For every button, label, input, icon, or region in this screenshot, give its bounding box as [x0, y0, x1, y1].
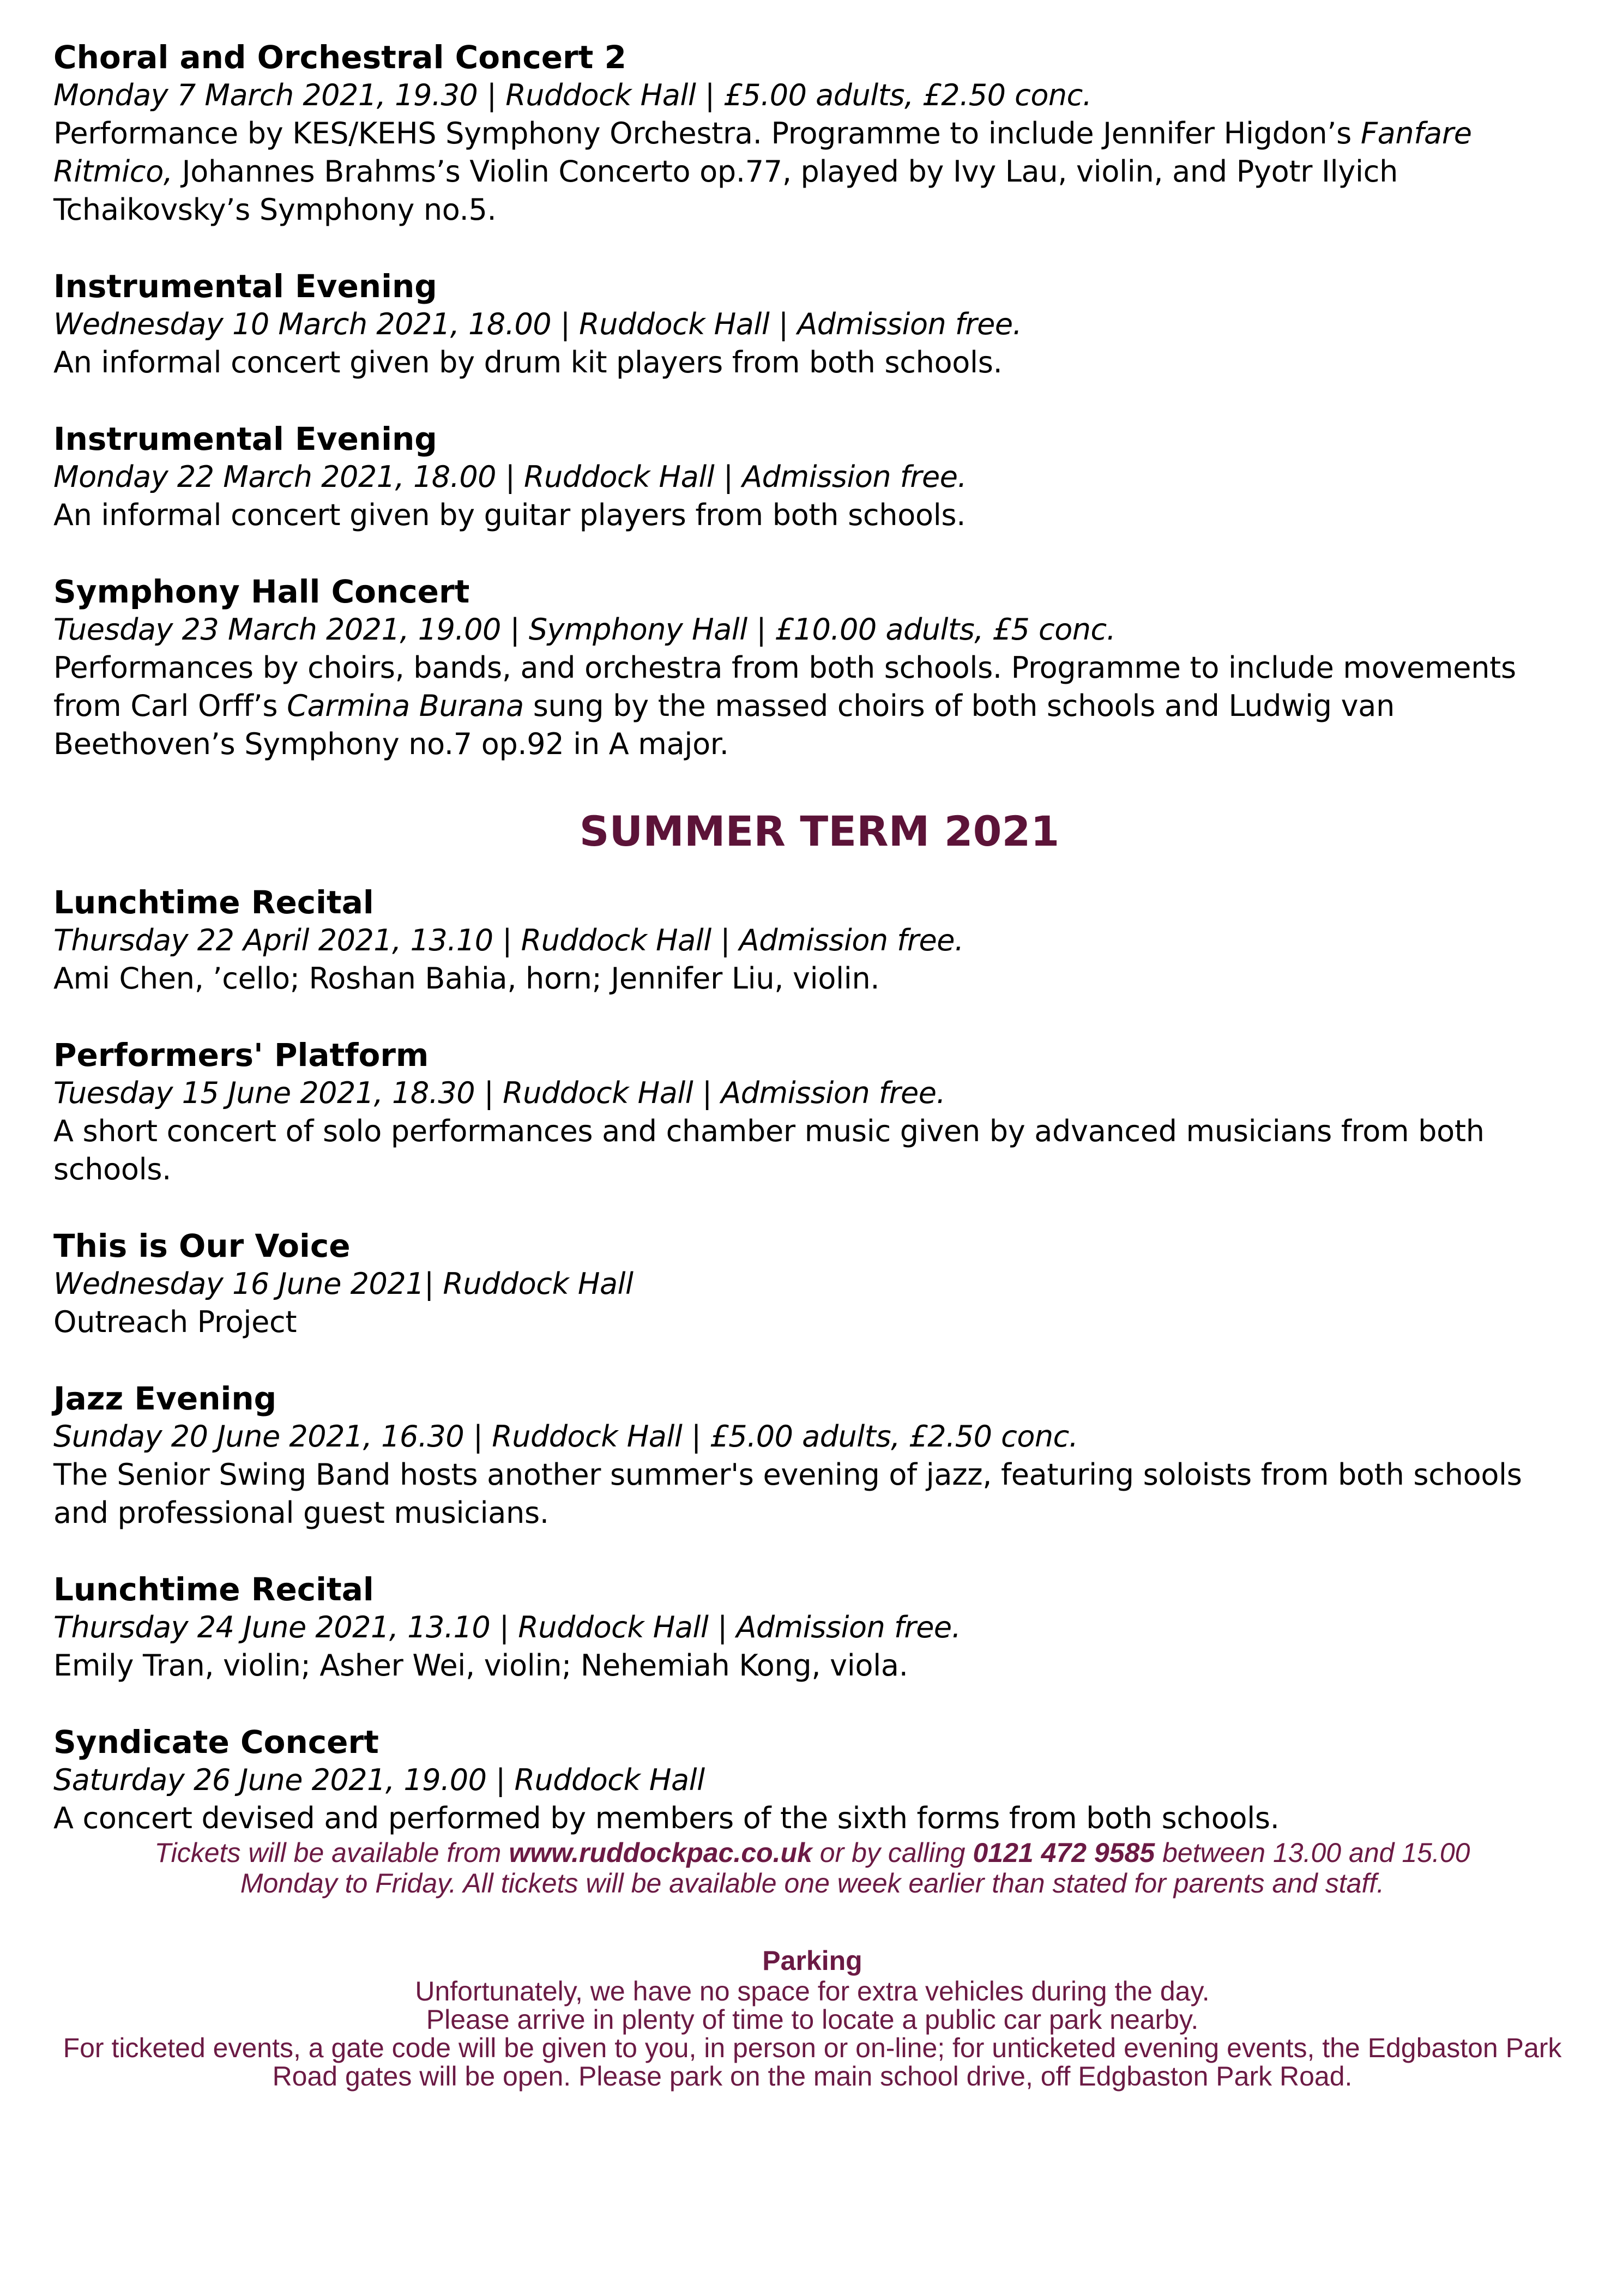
event-entry	[53, 883, 1585, 998]
event-details: Thursday 24 June 2021, 13.10 | Ruddock Hall | Admission free.	[53, 1610, 961, 1644]
description-text: Johannes Brahms’s Violin Concerto op.77, played by Ivy Lau, violin, and Pyotr Ilyich Tchaikovsky’s Symphony no.5.	[53, 154, 1398, 227]
event-entry	[53, 1379, 1585, 1532]
event-title: Instrumental Evening	[53, 268, 437, 305]
description-text: The Senior Swing Band hosts another summer's evening of jazz, featuring soloists from both schools and professional guest musicians.	[53, 1457, 1522, 1530]
parking-line: Please arrive in plenty of time to locate a public car park nearby.	[426, 2004, 1199, 2035]
tickets-phone: 0121 472 9585	[973, 1837, 1155, 1868]
description-text: A short concert of solo performances and chamber music given by advanced musicians from both schools.	[53, 1114, 1485, 1186]
description-text: Ami Chen, ’cello; Roshan Bahia, horn; Jennifer Liu, violin.	[53, 961, 880, 996]
event-description	[53, 1303, 1585, 1341]
event-description	[53, 344, 1585, 382]
event-description	[53, 115, 1585, 229]
description-text: An informal concert given by guitar players from both schools.	[53, 498, 966, 532]
tickets-middle: or by calling	[812, 1837, 973, 1868]
document-page	[53, 38, 1585, 1876]
event-details: Monday 22 March 2021, 18.00 | Ruddock Hall | Admission free.	[53, 460, 967, 494]
description-text: An informal concert given by drum kit players from both schools.	[53, 345, 1003, 379]
parking-title: Parking	[762, 1945, 862, 1976]
event-title: Choral and Orchestral Concert 2	[53, 39, 626, 76]
event-description	[53, 960, 1585, 998]
work-title: Fanfare Ritmico,	[53, 116, 1472, 189]
tickets-prefix: Tickets will be available from	[154, 1837, 509, 1868]
event-details: Saturday 26 June 2021, 19.00 | Ruddock Hall	[53, 1763, 705, 1797]
event-details: Monday 7 March 2021, 19.30 | Ruddock Hall | £5.00 adults, £2.50 conc.	[53, 78, 1092, 112]
description-text: A concert devised and performed by members of the sixth forms from both schools.	[53, 1801, 1280, 1835]
tickets-info	[33, 1837, 1592, 1899]
event-entry	[53, 420, 1585, 534]
summer-events-list	[53, 883, 1585, 1837]
description-text: sung by the massed choirs of both schools and Ludwig van Beethoven’s Symphony no.7 op.92 in A major.	[53, 689, 1395, 761]
event-title: Lunchtime Recital	[53, 1571, 374, 1608]
event-details: Wednesday 16 June 2021| Ruddock Hall	[53, 1267, 633, 1301]
description-text: Emily Tran, violin; Asher Wei, violin; Nehemiah Kong, viola.	[53, 1648, 908, 1683]
event-entry	[53, 1723, 1585, 1837]
event-entry	[53, 573, 1585, 763]
event-description	[53, 1456, 1585, 1532]
event-title: Syndicate Concert	[53, 1723, 379, 1761]
event-title: Symphony Hall Concert	[53, 573, 470, 610]
tickets-line-2: Monday to Friday. All tickets will be available one week earlier than stated for parents and staff.	[240, 1868, 1385, 1899]
event-title: Lunchtime Recital	[53, 884, 374, 921]
event-entry	[53, 1570, 1585, 1685]
section-heading: SUMMER TERM 2021	[579, 807, 1060, 855]
event-title: Performers' Platform	[53, 1036, 429, 1074]
event-description	[53, 1112, 1585, 1189]
event-details: Tuesday 23 March 2021, 19.00 | Symphony Hall | £10.00 adults, £5 conc.	[53, 612, 1116, 647]
event-description	[53, 649, 1585, 763]
event-description	[53, 1799, 1585, 1837]
event-description	[53, 496, 1585, 534]
event-details: Sunday 20 June 2021, 16.30 | Ruddock Hall | £5.00 adults, £2.50 conc.	[53, 1419, 1078, 1454]
event-details: Thursday 22 April 2021, 13.10 | Ruddock Hall | Admission free.	[53, 923, 964, 957]
tickets-line-1	[33, 1837, 1592, 1868]
tickets-website-link[interactable]: www.ruddockpac.co.uk	[509, 1837, 812, 1868]
event-entry	[53, 267, 1585, 382]
event-details: Tuesday 15 June 2021, 18.30 | Ruddock Hall | Admission free.	[53, 1076, 946, 1110]
parking-line: For ticketed events, a gate code will be given to you, in person or on-line; for unticketed evening events, the Edgbaston Park Road gates will be open. Please park on the main school drive, off Edgbaston Park Road.	[63, 2033, 1562, 2092]
event-entry	[53, 1036, 1585, 1189]
footer	[33, 1837, 1592, 2090]
parking-line: Unfortunately, we have no space for extra vehicles during the day.	[415, 1976, 1210, 2006]
description-text: Outreach Project	[53, 1305, 297, 1339]
event-entry	[53, 38, 1585, 229]
event-title: This is Our Voice	[53, 1227, 351, 1264]
spring-events-list	[53, 38, 1585, 763]
event-title: Instrumental Evening	[53, 420, 437, 457]
event-title: Jazz Evening	[53, 1380, 277, 1417]
event-entry	[53, 1227, 1585, 1341]
event-details: Wednesday 10 March 2021, 18.00 | Ruddock Hall | Admission free.	[53, 307, 1022, 341]
tickets-suffix: between 13.00 and 15.00	[1155, 1837, 1470, 1868]
event-description	[53, 1647, 1585, 1685]
work-title: Carmina Burana	[287, 689, 524, 723]
description-text: Performance by KES/KEHS Symphony Orchestra. Programme to include Jennifer Higdon’s	[53, 116, 1361, 150]
description-text: Performances by choirs, bands, and orchestra from both schools. Programme to include movements from Carl Orff’s	[53, 650, 1516, 723]
